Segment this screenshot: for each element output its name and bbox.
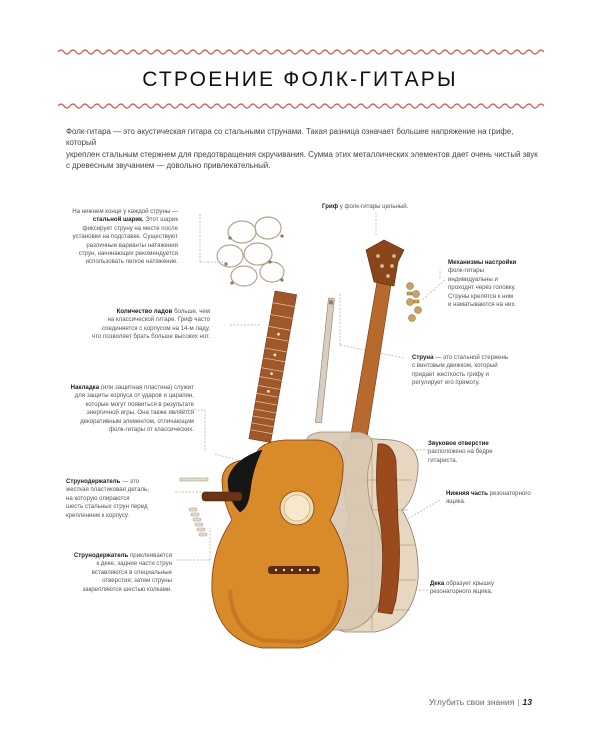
page-title: СТРОЕНИЕ ФОЛК-ГИТАРЫ xyxy=(142,68,458,91)
label-text: установки на подставке. Существуют xyxy=(72,233,178,241)
label-text: — это стальной стержень xyxy=(433,354,509,361)
label-title: Дека xyxy=(430,580,445,587)
label-pickguard xyxy=(50,384,194,434)
label-text: больше, чем xyxy=(172,308,210,315)
label-text: — это xyxy=(120,478,139,485)
label-text: индивидуальны и xyxy=(448,275,498,283)
label-text: отверстия; затем струны xyxy=(102,577,172,585)
label-text: резонаторного ящика. xyxy=(430,588,493,596)
label-line xyxy=(60,216,178,224)
label-text: энергичной игры. Она также является xyxy=(86,409,194,417)
label-text: соединяется с корпусом на 14-м ладу, xyxy=(101,324,210,332)
page-number: 13 xyxy=(522,697,532,707)
label-tuners xyxy=(448,259,558,309)
label-text: к деке, задние части струн xyxy=(96,560,172,568)
truss-rod xyxy=(315,298,334,423)
label-title: Нижняя часть xyxy=(446,490,488,497)
ball-ends xyxy=(224,234,283,284)
label-text: На нижнем конце у каждой струны — xyxy=(72,208,178,215)
page-footer xyxy=(429,697,532,707)
label-text: образует крышку xyxy=(444,580,495,587)
label-text: использовать легкое натяжение. xyxy=(85,258,178,266)
intro-line: с древесным звучанием — довольно привлекательный. xyxy=(66,161,271,171)
label-soundhole xyxy=(428,440,538,465)
label-saddle xyxy=(66,478,176,520)
label-title: Звуковое отверстие xyxy=(428,440,489,447)
label-text: с винтовым движком, который xyxy=(412,362,498,370)
label-text: регулирует его прямоту. xyxy=(412,379,480,387)
label-title: Гриф xyxy=(322,203,339,210)
label-top xyxy=(430,580,540,597)
label-text: и наматываются на них. xyxy=(448,301,517,309)
label-ball-end xyxy=(60,208,178,267)
label-text: придает жесткость грифу и xyxy=(412,370,489,378)
guitar-neck xyxy=(350,240,404,444)
fretboard xyxy=(249,291,297,443)
label-text: ящика. xyxy=(446,498,466,506)
label-text: фолк-гитары xyxy=(448,267,485,275)
label-text: которые могут появиться в результате xyxy=(85,400,194,408)
label-title: Накладка xyxy=(70,384,100,391)
footer-separator: | xyxy=(517,697,520,707)
tuning-machines xyxy=(407,283,422,322)
label-text: вставляются в специальные xyxy=(91,568,172,576)
label-text: струн, начинающих рекомендуется xyxy=(78,250,178,258)
label-text: на классической гитаре. Гриф часто xyxy=(107,316,210,324)
label-frets xyxy=(70,308,210,342)
intro-line: укреплен стальным стержнем для предотвращения скручивания. Сумма этих металлических элементов дает очень чистый звук xyxy=(66,149,538,159)
label-back xyxy=(446,490,556,507)
label-title: Механизмы настройки xyxy=(448,259,517,266)
label-title: Количество ладов xyxy=(116,308,173,315)
label-text: креплением к корпусу. xyxy=(66,511,130,519)
intro-line: Фолк-гитара — это акустическая гитара со стальными струнами. Такая разница означает большее напряжение на грифе, который xyxy=(66,127,514,148)
label-text: резонаторного xyxy=(488,490,531,497)
footer-section-text: Углубить свои знания xyxy=(428,697,515,707)
label-text: для защиты корпуса от ударов и царапин, xyxy=(74,392,194,400)
label-text: что позволяет брать больше высоких нот. xyxy=(92,333,210,341)
label-text: у фолк-гитары цельный. xyxy=(338,203,409,210)
label-text: Этот шарик xyxy=(143,216,178,224)
label-text: декоративным элементом, отличающим xyxy=(80,417,194,425)
label-text: закрепляются шестью колками. xyxy=(82,585,172,593)
label-text: на которую опираются xyxy=(66,494,130,502)
label-text: Струны крепятся к ним xyxy=(448,292,514,300)
label-title: стальной шарик. xyxy=(92,216,144,224)
label-text: фолк-гитары от классических. xyxy=(108,426,194,434)
label-text: расположено на бедре xyxy=(428,448,493,456)
label-title: Струнодержатель xyxy=(73,552,129,559)
label-text: жесткая пластиковая деталь, xyxy=(66,486,149,494)
label-bridge xyxy=(52,552,172,594)
label-text: фиксирует струну на месте после xyxy=(82,224,178,232)
label-text: гитариста. xyxy=(428,456,458,464)
label-text: различные варианты натяжения xyxy=(86,241,178,249)
label-text: приклеивается xyxy=(128,552,172,559)
label-title: Струна xyxy=(412,354,434,361)
label-neck xyxy=(322,203,442,211)
label-text: проходят через головку. xyxy=(448,284,516,292)
label-text: шесть стальных струн перед xyxy=(66,503,148,511)
label-truss-rod xyxy=(412,354,532,388)
label-title: Струнодержатель xyxy=(66,478,121,485)
label-text: (или защитная пластина) служит xyxy=(99,384,194,391)
string-coils xyxy=(217,217,284,286)
